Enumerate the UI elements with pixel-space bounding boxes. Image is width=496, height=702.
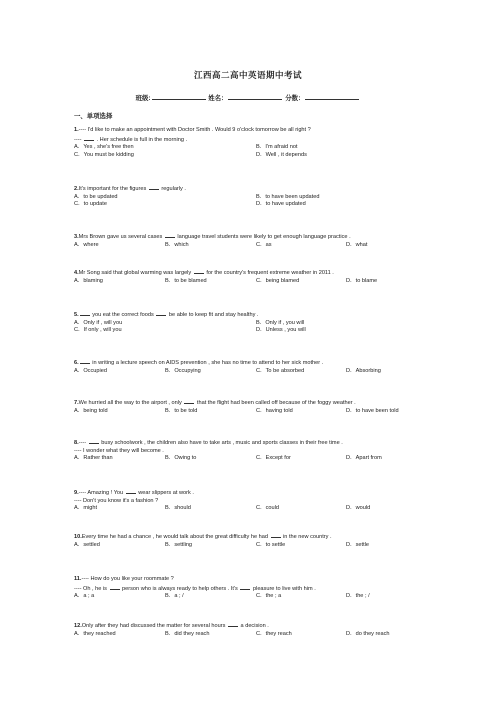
question-stem-line: 11.---- How do you like your roommate ?: [74, 576, 174, 582]
score-blank[interactable]: [305, 93, 359, 100]
options-row: [74, 327, 424, 335]
options-row: [74, 408, 424, 416]
question-11: [74, 576, 424, 601]
answer-option[interactable]: D．Apart from: [346, 455, 382, 462]
answer-blank: [80, 310, 90, 316]
answer-blank: [165, 232, 175, 238]
question-stem-line: 8.---- busy schoolwork , the children also have to take arts , music and sports classes in their free time .: [74, 440, 343, 446]
answer-blank: [184, 398, 194, 404]
answer-option[interactable]: A．Rather than: [74, 455, 113, 462]
options-row: [74, 152, 424, 160]
answer-option[interactable]: C．could: [256, 505, 280, 512]
question-3: [74, 232, 424, 249]
name-blank[interactable]: [228, 93, 282, 100]
question-7: [74, 398, 424, 415]
options-row: [74, 505, 424, 513]
section-heading: 一、单项选择: [74, 113, 113, 120]
answer-option[interactable]: D．Well , it depends: [256, 151, 307, 158]
question-5: [74, 310, 424, 335]
answer-option[interactable]: D．would: [346, 505, 371, 512]
question-6: [74, 358, 424, 375]
answer-option[interactable]: A．to be updated: [74, 193, 118, 200]
answer-option[interactable]: B．Owing to: [165, 455, 197, 462]
answer-blank: [126, 488, 136, 494]
question-1: [74, 127, 424, 159]
question-stem-line: 9.---- Amazing ! You wear slippers at work .: [74, 490, 194, 496]
answer-option[interactable]: B．which: [165, 241, 189, 248]
answer-option[interactable]: C．as: [256, 241, 272, 248]
answer-option[interactable]: A．blaming: [74, 277, 103, 284]
question-number: 8.: [74, 440, 79, 446]
answer-option[interactable]: A．being told: [74, 407, 108, 414]
question-10: [74, 532, 424, 549]
student-info-line: [0, 93, 496, 102]
question-number: 6.: [74, 360, 79, 366]
options-row: [74, 201, 424, 209]
question-number: 7.: [74, 400, 79, 406]
question-stem-line: 10.Every time he had a chance , he would talk about the great difficulty he had in the new country .: [74, 534, 332, 540]
answer-option[interactable]: C．To be absorbed: [256, 367, 305, 374]
answer-option[interactable]: C．If only , will you: [74, 327, 122, 334]
answer-blank: [89, 438, 99, 444]
question-stem-line: 4.Mr Song said that global warming was largely for the country's frequent extreme weather in 2011 .: [74, 270, 334, 276]
answer-option[interactable]: A．a ; a: [74, 593, 95, 600]
question-2: [74, 184, 424, 209]
answer-option[interactable]: D．do they reach: [346, 630, 390, 637]
question-number: 11.: [74, 576, 82, 582]
question-stem-line: 2.It's important for the figures regularly .: [74, 186, 186, 192]
question-8: [74, 438, 424, 463]
options-row: [74, 631, 424, 639]
answer-option[interactable]: D．Unless , you will: [256, 327, 306, 334]
options-row: [74, 278, 424, 286]
answer-option[interactable]: B．a ; /: [165, 593, 184, 600]
exam-title: 江西高二高中英语期中考试: [193, 70, 302, 80]
question-stem-line: ---- . Her schedule is full in the morning .: [74, 136, 188, 143]
question-number: 4.: [74, 270, 79, 276]
answer-option[interactable]: C．the ; a: [256, 593, 282, 600]
question-stem-line: 12.Only after they had discussed the matter for several hours a decision .: [74, 623, 269, 629]
answer-option[interactable]: D．what: [346, 241, 368, 248]
answer-option[interactable]: D．the ; /: [346, 593, 370, 600]
answer-option[interactable]: D．to have been told: [346, 407, 399, 414]
answer-option[interactable]: C．to update: [74, 201, 107, 208]
answer-option[interactable]: A．Occupied: [74, 367, 107, 374]
answer-option[interactable]: D．Absorbing: [346, 367, 381, 374]
answer-option[interactable]: C．having told: [256, 407, 293, 414]
answer-blank: [240, 584, 250, 590]
answer-option[interactable]: D．settle: [346, 541, 370, 548]
question-stem-line: 3.Mrs Brown gave us several cases language travel students were likely to get enough language practice .: [74, 234, 351, 240]
answer-option[interactable]: C．to settle: [256, 541, 286, 548]
question-number: 10.: [74, 534, 82, 540]
question-number: 9.: [74, 490, 79, 496]
answer-option[interactable]: C．You must be kidding: [74, 151, 134, 158]
answer-option[interactable]: B．did they reach: [165, 630, 210, 637]
answer-option[interactable]: A．Yes , she's free then: [74, 144, 134, 151]
answer-option[interactable]: A．might: [74, 505, 98, 512]
question-number: 1.: [74, 127, 79, 133]
question-number: 5.: [74, 312, 79, 318]
answer-option[interactable]: B．Occupying: [165, 367, 201, 374]
answer-option[interactable]: C．they reach: [256, 630, 292, 637]
question-stem-line: ---- Oh , he is person who is always ready to help others . It's pleasure to live with him .: [74, 585, 316, 592]
answer-blank: [110, 584, 120, 590]
options-row: [74, 320, 424, 328]
answer-blank: [149, 184, 159, 190]
score-label: 分数：: [285, 95, 305, 102]
class-label: 班级:: [135, 95, 151, 102]
answer-option[interactable]: B．I'm afraid not: [256, 144, 298, 151]
answer-blank: [84, 135, 94, 141]
answer-option[interactable]: B．settling: [165, 541, 193, 548]
question-stem-line: ---- I wonder what they will become .: [74, 447, 164, 454]
options-row: [74, 455, 424, 463]
question-stem-line: 6. in writing a lecture speech on AIDS prevention , she has no time to attend to her sick mother .: [74, 360, 324, 366]
answer-option[interactable]: C．Except for: [256, 455, 291, 462]
question-stem-line: 5. you eat the correct foods be able to keep fit and stay healthy .: [74, 312, 259, 318]
answer-option[interactable]: B．to have been updated: [256, 193, 320, 200]
options-row: [74, 368, 424, 376]
question-stem-line: 1.---- I'd like to make an appointment with Doctor Smith . Would 9 o'clock tomorrow be all right ?: [74, 127, 311, 133]
question-stem-line: 7.We hurried all the way to the airport , only that the flight had been called off because of the foggy weather .: [74, 400, 356, 406]
answer-option[interactable]: B．to be told: [165, 407, 198, 414]
question-12: [74, 621, 424, 638]
answer-option[interactable]: A．they reached: [74, 630, 116, 637]
answer-option[interactable]: A．where: [74, 241, 99, 248]
answer-blank: [194, 268, 204, 274]
answer-option[interactable]: D．to blame: [346, 277, 378, 284]
answer-option[interactable]: B．Only if , you will: [256, 319, 305, 326]
answer-option[interactable]: A．settled: [74, 541, 100, 548]
options-row: [74, 593, 424, 601]
answer-option[interactable]: C．being blamed: [256, 277, 300, 284]
answer-option[interactable]: B．to be blamed: [165, 277, 207, 284]
answer-option[interactable]: A．Only if , will you: [74, 319, 123, 326]
options-row: [74, 144, 424, 152]
answer-blank: [80, 358, 90, 364]
question-number: 3.: [74, 234, 79, 240]
question-stem-line: ---- Don't you know it's a fashion ?: [74, 497, 159, 504]
question-number: 2.: [74, 186, 79, 192]
answer-blank: [228, 621, 238, 627]
answer-blank: [271, 532, 281, 538]
question-4: [74, 268, 424, 285]
answer-option[interactable]: D．to have updated: [256, 201, 306, 208]
name-label: 姓名：: [208, 95, 228, 102]
answer-blank: [156, 310, 166, 316]
options-row: [74, 242, 424, 250]
class-blank[interactable]: [152, 93, 206, 100]
options-row: [74, 194, 424, 202]
question-9: [74, 488, 424, 513]
question-number: 12.: [74, 623, 82, 629]
answer-option[interactable]: B．should: [165, 505, 191, 512]
options-row: [74, 542, 424, 550]
